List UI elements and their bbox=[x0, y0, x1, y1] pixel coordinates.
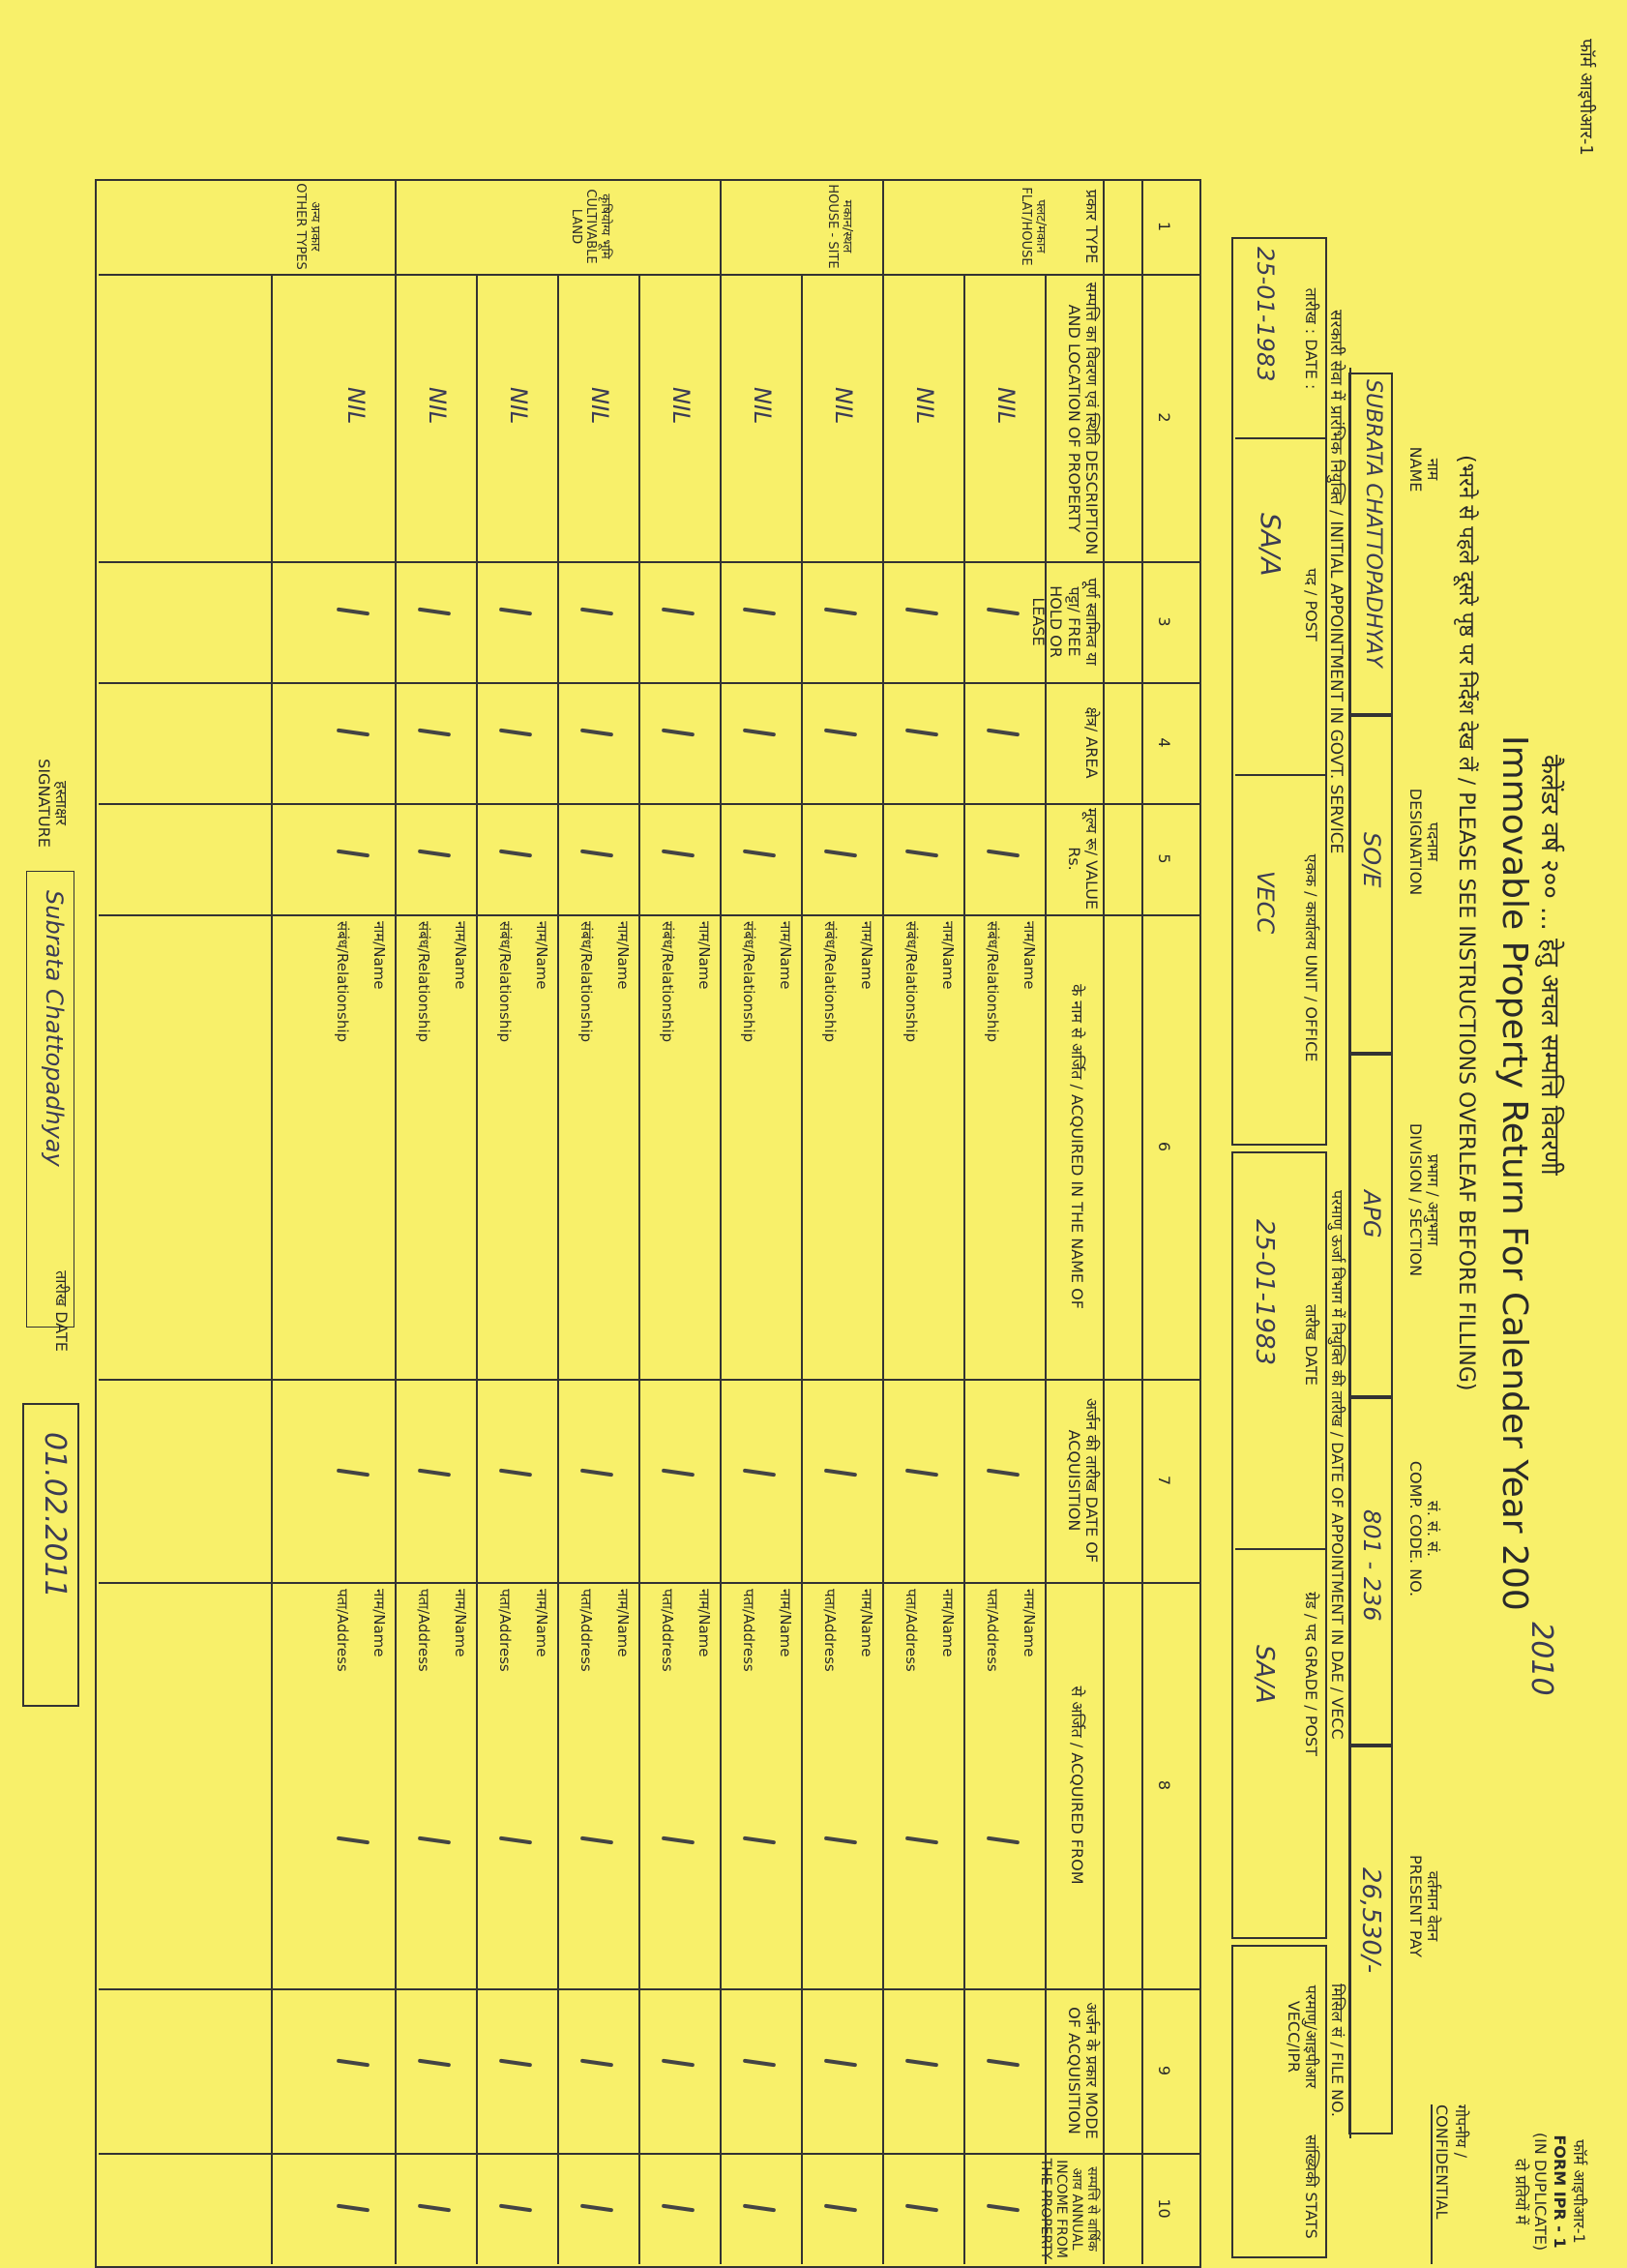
col4-header: क्षेत्र/ AREA bbox=[1082, 706, 1101, 779]
row-divider bbox=[638, 274, 640, 2264]
col-divider bbox=[99, 803, 1201, 805]
from-name-label: नाम/Name bbox=[695, 1589, 713, 1657]
comp-code-value: 801 - 236 bbox=[1358, 1509, 1385, 1622]
col-divider bbox=[99, 1988, 1201, 1990]
relationship-label: संबंध/Relationship bbox=[984, 921, 1001, 1043]
relationship-label: संबंध/Relationship bbox=[821, 921, 839, 1043]
col2-header: सम्पत्ति का विवरण एवं स्थिति DESCRIPTION AND LOCATION OF PROPERTY bbox=[1064, 282, 1101, 555]
col9-header: अर्जन के प्रकार MODE OF ACQUISITION bbox=[1064, 2002, 1101, 2139]
group-label: अन्य प्रकार OTHER TYPES bbox=[293, 183, 322, 270]
dae-grade-label: ग्रेड / पद GRADE / POST bbox=[1302, 1592, 1320, 1756]
dae-date-value: 25-01-1983 bbox=[1250, 1219, 1279, 1366]
division-value: APG bbox=[1358, 1190, 1385, 1238]
description-value: NIL bbox=[749, 387, 776, 425]
col-divider bbox=[99, 1379, 1201, 1381]
relationship-label: संबंध/Relationship bbox=[659, 921, 676, 1043]
col8-num: 8 bbox=[1155, 1779, 1173, 1791]
dae-appointment-heading: परमाणु ऊर्जा विभाग में नियुक्ति की तारीख / DATE OF APPOINTMENT IN DAE / VECC bbox=[1328, 1190, 1346, 1740]
file-ref: परमाणु/आइपीआर VECC/IPR bbox=[1284, 1984, 1320, 2089]
form-code: FORM IPR - 1 bbox=[1551, 2134, 1569, 2249]
from-address-label: पता/Address bbox=[902, 1589, 920, 1672]
group-label: फ्लट/मकान FLAT/HOUSE bbox=[1019, 187, 1048, 266]
initial-appointment-heading: सरकारी सेवा में प्रारंभिक नियुक्ति / INITIAL APPOINTMENT IN GOVT. SERVICE bbox=[1326, 310, 1346, 854]
col10-num: 10 bbox=[1155, 2198, 1173, 2219]
from-address-label: पता/Address bbox=[821, 1589, 839, 1672]
from-address-label: पता/Address bbox=[659, 1589, 676, 1672]
relationship-label: संबंध/Relationship bbox=[740, 921, 757, 1043]
title-hindi: कैलेंडर वर्ष २०० ... हेतु अचल सम्पत्ति विवरणी bbox=[1535, 755, 1564, 1176]
col7-num: 7 bbox=[1155, 1475, 1173, 1486]
col7-header: अर्जन की तारीख DATE OF ACQUISITION bbox=[1064, 1397, 1101, 1564]
name-label: नाम/Name bbox=[614, 921, 632, 990]
from-name-label: नाम/Name bbox=[777, 1589, 794, 1657]
division-label-hindi: प्रभाग / अनुभाग bbox=[1424, 1153, 1442, 1246]
name-label: नाम/Name bbox=[939, 921, 957, 990]
comp-code-label-hindi: सं. सं. सं. bbox=[1424, 1501, 1442, 1557]
description-value: NIL bbox=[586, 387, 613, 425]
initial-unit-value: VECC bbox=[1252, 871, 1279, 935]
name-label: नाम/Name bbox=[777, 921, 794, 990]
designation-value: SO/E bbox=[1358, 832, 1385, 888]
col6-num: 6 bbox=[1155, 1141, 1173, 1152]
confidential-label: गोपनीय / CONFIDENTIAL bbox=[1431, 2104, 1472, 2264]
designation-label-en: DESIGNATION bbox=[1405, 788, 1425, 896]
initial-date-value: 25-01-1983 bbox=[1252, 247, 1279, 382]
col5-num: 5 bbox=[1155, 853, 1173, 864]
col-divider bbox=[99, 1582, 1201, 1584]
from-address-label: पता/Address bbox=[415, 1589, 432, 1672]
from-address-label: पता/Address bbox=[334, 1589, 351, 1672]
col1-num: 1 bbox=[1155, 221, 1173, 232]
group-divider bbox=[395, 179, 397, 274]
from-name-label: नाम/Name bbox=[452, 1589, 469, 1657]
present-pay-value: 26,530/- bbox=[1356, 1867, 1385, 1974]
row-divider bbox=[963, 274, 965, 2264]
group-divider bbox=[720, 179, 722, 274]
date-value: 01.02.2011 bbox=[38, 1432, 72, 1598]
row-divider bbox=[801, 274, 803, 2264]
divider bbox=[1235, 437, 1327, 439]
row-divider bbox=[1045, 274, 1047, 2264]
name-label-hindi: नाम bbox=[1424, 458, 1442, 481]
relationship-label: संबंध/Relationship bbox=[577, 921, 595, 1043]
description-value: NIL bbox=[667, 387, 695, 425]
col4-num: 4 bbox=[1155, 737, 1173, 748]
from-name-label: नाम/Name bbox=[939, 1589, 957, 1657]
form-code-block bbox=[1511, 2129, 1588, 2254]
col3-num: 3 bbox=[1155, 616, 1173, 627]
name-label: नाम/Name bbox=[1021, 921, 1038, 990]
name-label: नाम/Name bbox=[370, 921, 388, 990]
col8-header: से अर्जित / ACQUIRED FROM bbox=[1068, 1686, 1086, 1885]
dae-grade-value: SA/A bbox=[1250, 1645, 1279, 1704]
signature-value: Subrata Chattopadhyay bbox=[41, 890, 68, 1167]
division-label-en: DIVISION / SECTION bbox=[1405, 1122, 1425, 1277]
description-value: NIL bbox=[830, 387, 857, 425]
col2-num: 2 bbox=[1155, 412, 1173, 423]
col-divider bbox=[99, 682, 1201, 684]
name-label: नाम/Name bbox=[452, 921, 469, 990]
name-value: SUBRATA CHATTOPADHYAY bbox=[1361, 379, 1385, 668]
from-address-label: पता/Address bbox=[496, 1589, 514, 1672]
signature-label: हस्ताक्षर SIGNATURE bbox=[34, 759, 71, 848]
instructions: (भरने से पहले दूसरे पृष्ठ पर निर्देश देख लें / PLEASE SEE INSTRUCTIONS OVERLEAF BEFORE FILLING) bbox=[1454, 455, 1478, 1391]
from-name-label: नाम/Name bbox=[614, 1589, 632, 1657]
name-label: नाम/Name bbox=[858, 921, 875, 990]
row-divider bbox=[395, 274, 397, 2264]
property-table bbox=[95, 179, 1201, 2268]
divider bbox=[1235, 774, 1327, 776]
description-value: NIL bbox=[505, 387, 532, 425]
designation-label bbox=[1405, 764, 1441, 919]
relationship-label: संबंध/Relationship bbox=[496, 921, 514, 1043]
date-label: तारीख DATE bbox=[52, 1270, 71, 1352]
dae-date-label: तारीख DATE bbox=[1302, 1304, 1320, 1386]
present-pay-label bbox=[1405, 1809, 1441, 2003]
relationship-label: संबंध/Relationship bbox=[415, 921, 432, 1043]
comp-code-label bbox=[1405, 1432, 1441, 1626]
comp-code-label-en: COMP. CODE. NO. bbox=[1405, 1460, 1425, 1597]
col-divider bbox=[99, 274, 1201, 276]
present-pay-label-en: PRESENT PAY bbox=[1405, 1854, 1425, 1958]
from-name-label: नाम/Name bbox=[533, 1589, 550, 1657]
initial-unit-label: एकक / कार्यालय UNIT / OFFICE bbox=[1302, 853, 1320, 1062]
from-address-label: पता/Address bbox=[577, 1589, 595, 1672]
designation-label-hindi: पदनाम bbox=[1424, 821, 1442, 862]
row-divider bbox=[557, 274, 559, 2264]
col1-header: प्रकार TYPE bbox=[1082, 189, 1101, 264]
from-address-label: पता/Address bbox=[984, 1589, 1001, 1672]
file-stats: सांख्यिकी STATS bbox=[1302, 2134, 1320, 2239]
name-label: नाम/Name bbox=[695, 921, 713, 990]
from-name-label: नाम/Name bbox=[1021, 1589, 1038, 1657]
group-label: मकान/स्थल HOUSE - SITE bbox=[825, 184, 854, 269]
col5-header: मूल्य रू/ VALUE Rs. bbox=[1064, 808, 1101, 910]
row-divider bbox=[720, 274, 722, 2264]
divider bbox=[1235, 1548, 1327, 1550]
relationship-label: संबंध/Relationship bbox=[902, 921, 920, 1043]
from-address-label: पता/Address bbox=[740, 1589, 757, 1672]
initial-post-value: SA/A bbox=[1255, 513, 1287, 577]
from-name-label: नाम/Name bbox=[370, 1589, 388, 1657]
duplicate-note: (IN DUPLICATE) bbox=[1531, 2132, 1550, 2252]
col9-num: 9 bbox=[1155, 2065, 1173, 2076]
col10-header: सम्पत्ति से वार्षिक आय ANNUAL INCOME FROM THE PROPERTY bbox=[1037, 2158, 1100, 2260]
form-code-hindi-right: फॉर्म आइपीआर-1 bbox=[1570, 2139, 1588, 2244]
division-label bbox=[1405, 1103, 1441, 1297]
name-label: नाम/Name bbox=[533, 921, 550, 990]
row-divider bbox=[271, 274, 273, 2264]
name-label-en: NAME bbox=[1405, 446, 1425, 492]
present-pay-label-hindi: वर्तमान वेतन bbox=[1424, 1870, 1442, 1942]
description-value: NIL bbox=[911, 387, 938, 425]
title-text: Immovable Property Return For Calender Year 200 bbox=[1494, 735, 1534, 1611]
year-handwritten: 2010 bbox=[1524, 1622, 1558, 1696]
initial-post-label: पद / POST bbox=[1302, 568, 1320, 642]
from-name-label: नाम/Name bbox=[858, 1589, 875, 1657]
initial-date-label: तारीख : DATE : bbox=[1302, 287, 1320, 390]
row-divider bbox=[476, 274, 478, 2264]
file-no-label: मिसिल सं / FILE NO. bbox=[1328, 1984, 1346, 2118]
colnum-bottom bbox=[1141, 179, 1143, 2264]
header-bottom bbox=[1103, 179, 1105, 2264]
group-label: कृषियोग्य भूमि CULTIVABLE LAND bbox=[569, 189, 612, 264]
col-divider bbox=[99, 914, 1201, 916]
col-divider bbox=[99, 2153, 1201, 2155]
description-value: NIL bbox=[992, 387, 1020, 425]
col6-header: के नाम से अर्जित / ACQUIRED IN THE NAME OF bbox=[1068, 984, 1086, 1309]
group-divider bbox=[882, 179, 884, 274]
description-value: NIL bbox=[342, 387, 370, 425]
col3-header: पूर्ण स्वामित्व या पट्टा/ FREE HOLD OR LEASE bbox=[1028, 578, 1101, 666]
name-label bbox=[1405, 406, 1441, 532]
col-divider bbox=[99, 561, 1201, 563]
description-value: NIL bbox=[424, 387, 451, 425]
form-code-hindi: फॉर्म आइपीआर-1 bbox=[1576, 39, 1596, 156]
duplicate-note-hindi: दो प्रतियों में bbox=[1512, 2158, 1530, 2225]
relationship-label: संबंध/Relationship bbox=[334, 921, 351, 1043]
row-divider bbox=[882, 274, 884, 2264]
